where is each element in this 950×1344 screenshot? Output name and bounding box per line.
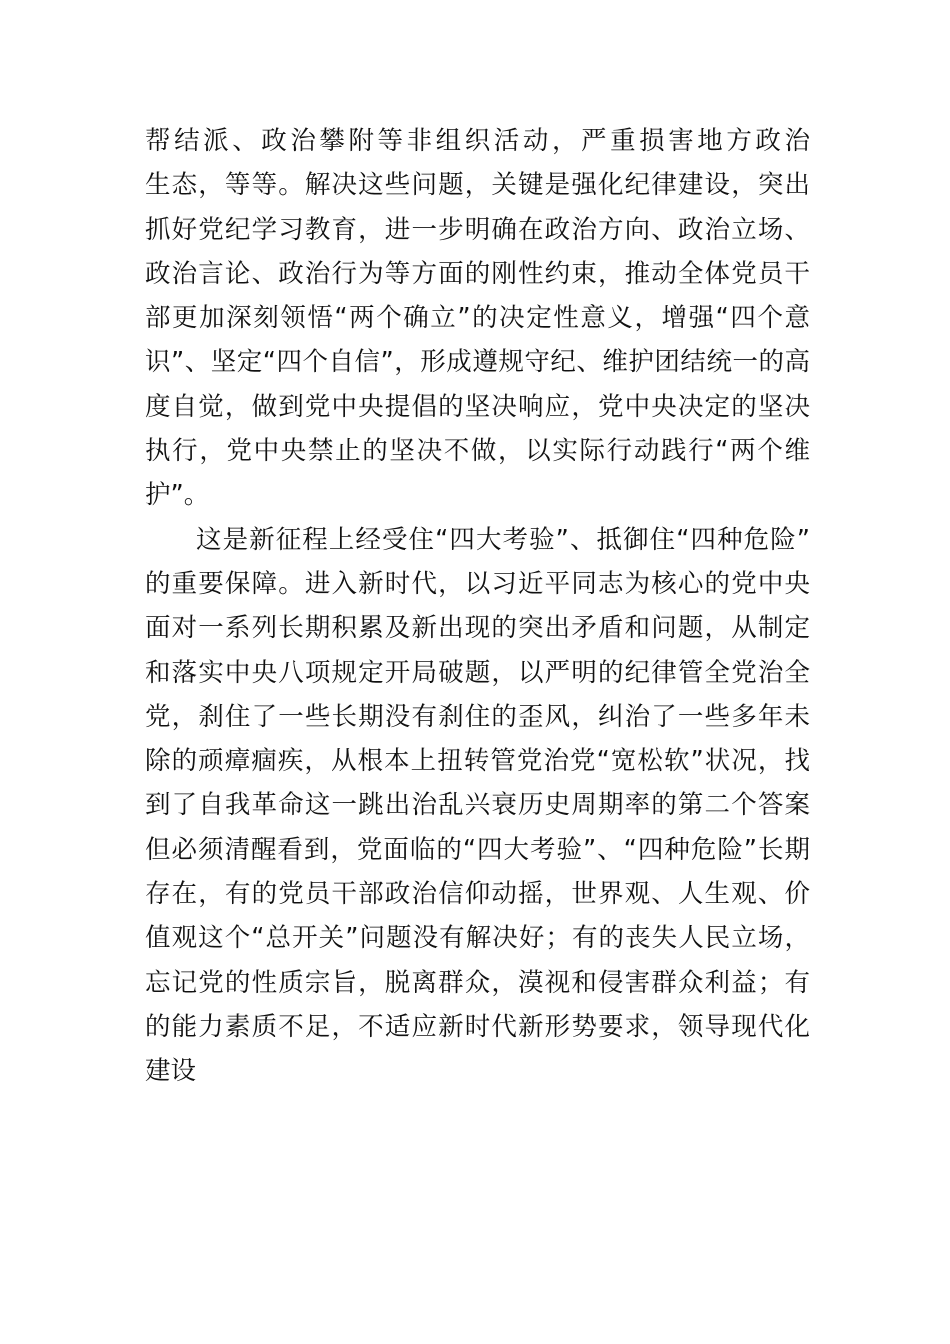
- text-line: 护”。: [145, 480, 210, 511]
- text-line: 帮结派、政治攀附等非组织活动，严重损害地方政治: [145, 126, 810, 156]
- text-line: 值观这个“总开关”问题没有解决好；有的丧失人民立场，: [145, 923, 810, 954]
- text-line: 抓好党纪学习教育，进一步明确在政治方向、政治立场、: [145, 214, 810, 245]
- body-text: [145, 119, 810, 1094]
- text-line: 建设: [145, 1056, 197, 1087]
- text-line: 生态，等等。解决这些问题，关键是强化纪律建设，突出: [145, 170, 810, 201]
- paragraph-1: [145, 119, 810, 518]
- text-line: 到了自我革命这一跳出治乱兴衰历史周期率的第二个答案: [145, 790, 810, 821]
- text-line: 党，刹住了一些长期没有刹住的歪风，纠治了一些多年未: [145, 701, 810, 732]
- text-line: 的重要保障。进入新时代，以习近平同志为核心的党中央: [145, 568, 810, 599]
- text-line: 和落实中央八项规定开局破题，以严明的纪律管全党治全: [145, 657, 810, 688]
- text-line: 的能力素质不足，不适应新时代新形势要求，领导现代化: [145, 1011, 810, 1042]
- text-line: 政治言论、政治行为等方面的刚性约束，推动全体党员干: [145, 258, 810, 289]
- text-line: 存在，有的党员干部政治信仰动摇，世界观、人生观、价: [145, 879, 810, 910]
- text-line: 部更加深刻领悟“两个确立”的决定性意义，增强“四个意: [145, 303, 810, 334]
- text-line: 面对一系列长期积累及新出现的突出矛盾和问题，从制定: [145, 613, 810, 644]
- text-line: 识”、坚定“四个自信”，形成遵规守纪、维护团结统一的高: [145, 347, 810, 378]
- paragraph-2: [145, 518, 810, 1094]
- text-line: 除的顽瘴痼疾，从根本上扭转管党治党“宽松软”状况，找: [145, 746, 810, 777]
- text-line: 执行，党中央禁止的坚决不做，以实际行动践行“两个维: [145, 436, 810, 467]
- text-line: 忘记党的性质宗旨，脱离群众，漠视和侵害群众利益；有: [145, 967, 810, 998]
- text-line: 这是新征程上经受住“四大考验”、抵御住“四种危险”: [196, 524, 810, 555]
- text-line: 度自觉，做到党中央提倡的坚决响应，党中央决定的坚决: [145, 391, 810, 422]
- text-line: 但必须清醒看到，党面临的“四大考验”、“四种危险”长期: [145, 834, 810, 865]
